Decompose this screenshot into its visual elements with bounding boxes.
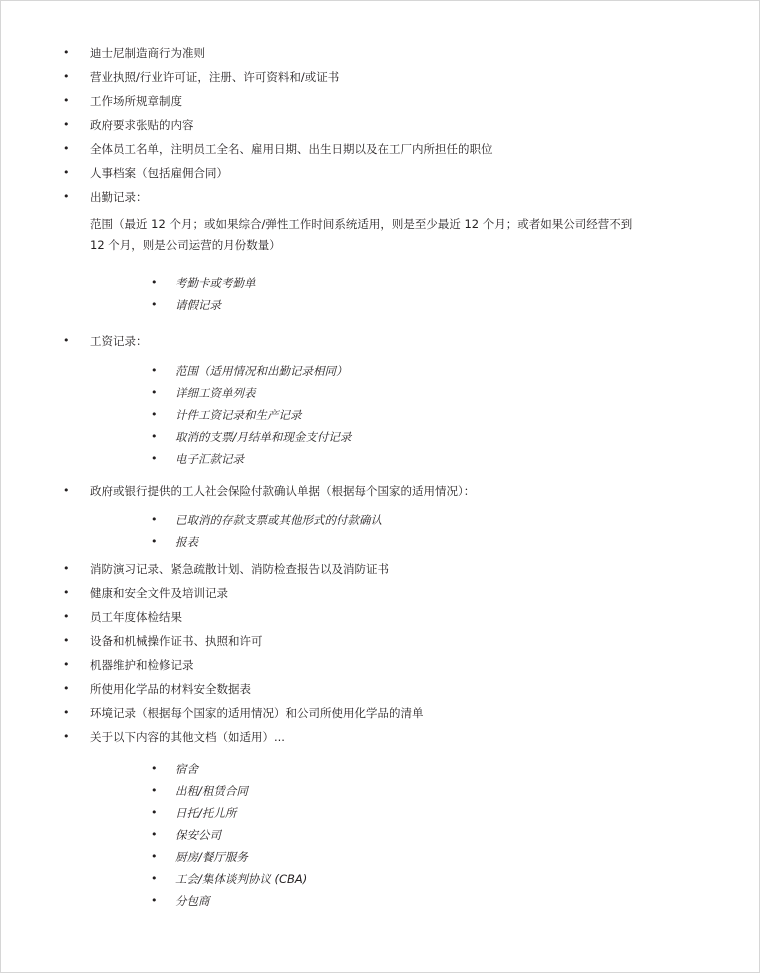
- list-item: 出勤记录：: [90, 190, 148, 204]
- social-insurance-title: 政府或银行提供的工人社会保险付款确认单据（根据每个国家的适用情况）：: [90, 484, 476, 498]
- sub-list-item: 工会/集体谈判协议 (CBA): [175, 872, 308, 886]
- bullet: •: [63, 70, 70, 83]
- sub-bullet: •: [151, 806, 158, 819]
- sub-bullet: •: [151, 828, 158, 841]
- sub-list-item: 电子汇款记录: [175, 452, 244, 466]
- sub-list-item: 分包商: [175, 894, 210, 908]
- sub-bullet: •: [151, 894, 158, 907]
- list-item: 健康和安全文件及培训记录: [90, 586, 228, 600]
- sub-bullet: •: [151, 430, 158, 443]
- sub-list-item: 取消的支票/月结单和现金支付记录: [175, 430, 352, 444]
- sub-bullet: •: [151, 298, 158, 311]
- sub-list-item: 厨房/餐厅服务: [175, 850, 248, 864]
- bullet: •: [63, 610, 70, 623]
- list-item: 工作场所规章制度: [90, 94, 182, 108]
- bullet: •: [63, 658, 70, 671]
- bullet: •: [63, 334, 70, 347]
- sub-list-item: 保安公司: [175, 828, 221, 842]
- bullet: •: [63, 706, 70, 719]
- sub-bullet: •: [151, 850, 158, 863]
- bullet: •: [63, 682, 70, 695]
- bullet: •: [63, 94, 70, 107]
- sub-bullet: •: [151, 872, 158, 885]
- sub-list-item: 出租/租赁合同: [175, 784, 248, 798]
- sub-bullet: •: [151, 452, 158, 465]
- sub-list-item: 日托/托儿所: [175, 806, 237, 820]
- sub-bullet: •: [151, 513, 158, 526]
- sub-list-item: 报表: [175, 535, 198, 549]
- sub-list-item: 考勤卡或考勤单: [175, 276, 256, 290]
- bullet: •: [63, 142, 70, 155]
- bullet: •: [63, 118, 70, 131]
- sub-list-item: 已取消的存款支票或其他形式的付款确认: [175, 513, 382, 527]
- list-item: 环境记录（根据每个国家的适用情况）和公司所使用化学品的清单: [90, 706, 424, 720]
- sub-bullet: •: [151, 364, 158, 377]
- sub-bullet: •: [151, 276, 158, 289]
- sub-list-item: 详细工资单列表: [175, 386, 256, 400]
- bullet: •: [63, 166, 70, 179]
- sub-list-item: 范围（适用情况和出勤记录相同）: [175, 364, 348, 378]
- sub-list-item: 计件工资记录和生产记录: [175, 408, 302, 422]
- sub-bullet: •: [151, 408, 158, 421]
- sub-list-item: 请假记录: [175, 298, 221, 312]
- bullet: •: [63, 730, 70, 743]
- list-item: 消防演习记录、紧急疏散计划、消防检查报告以及消防证书: [90, 562, 389, 576]
- bullet: •: [63, 46, 70, 59]
- list-item: 设备和机械操作证书、执照和许可: [90, 634, 263, 648]
- list-item: 营业执照/行业许可证，注册、许可资料和/或证书: [90, 70, 340, 84]
- list-item: 人事档案（包括雇佣合同）: [90, 166, 228, 180]
- bullet: •: [63, 562, 70, 575]
- list-item: 关于以下内容的其他文档（如适用）...: [90, 730, 285, 744]
- bullet: •: [63, 484, 70, 497]
- sub-list-item: 宿舍: [175, 762, 198, 776]
- sub-bullet: •: [151, 784, 158, 797]
- sub-bullet: •: [151, 386, 158, 399]
- attendance-scope-paragraph: 范围（最近 12 个月；或如果综合/弹性工作时间系统适用，则是至少最近 12 个月；或者如果公司经营不到 12 个月，则是公司运营的月份数量）: [90, 217, 633, 252]
- sub-bullet: •: [151, 535, 158, 548]
- list-item: 政府要求张贴的内容: [90, 118, 194, 132]
- list-item: 所使用化学品的材料安全数据表: [90, 682, 251, 696]
- bullet: •: [63, 586, 70, 599]
- list-item: 全体员工名单，注明员工全名、雇用日期、出生日期以及在工厂内所担任的职位: [90, 142, 493, 156]
- list-item: 员工年度体检结果: [90, 610, 182, 624]
- payroll-title: 工资记录：: [90, 334, 148, 348]
- sub-bullet: •: [151, 762, 158, 775]
- bullet: •: [63, 190, 70, 203]
- bullet: •: [63, 634, 70, 647]
- list-item: 机器维护和检修记录: [90, 658, 194, 672]
- list-item: 迪士尼制造商行为准则: [90, 46, 205, 60]
